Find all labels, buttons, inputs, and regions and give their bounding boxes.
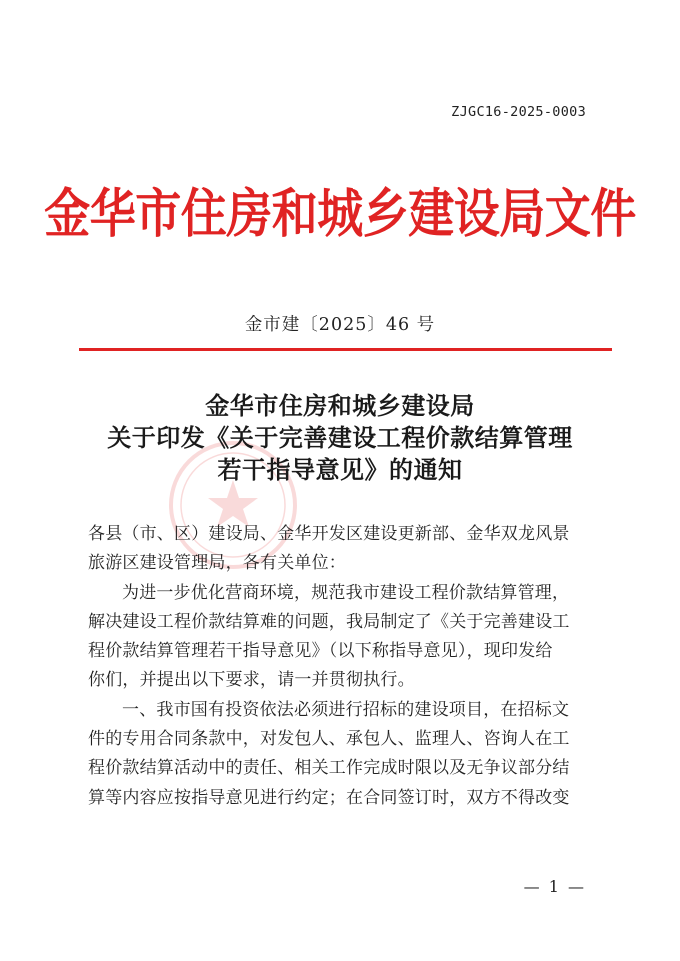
body-line: 程价款结算管理若干指导意见》（以下称指导意见），现印发给 [88,641,553,662]
title-line-3: 若干指导意见》的通知 [217,455,463,484]
body-line: 程价款结算活动中的责任、相关工作完成时限以及无争议部分结 [88,758,570,779]
red-divider-line [79,348,612,351]
body-line: 算等内容应按指导意见进行约定；在合同签订时，双方不得改变 [88,787,570,808]
body-line: 一、我市国有投资依法必须进行招标的建设项目，在招标文 [122,699,570,720]
body-line: 你们，并提出以下要求，请一并贯彻执行。 [88,670,415,691]
masthead-title: 金华市住房和城乡建设局文件 [44,182,636,244]
title-line-2: 关于印发《关于完善建设工程价款结算管理 [107,423,573,452]
issue-number: 金市建〔2025〕46 号 [244,315,436,335]
body-line: 旅游区建设管理局，各有关单位： [88,553,346,574]
body-line: 各县（市、区）建设局、金华开发区建设更新部、金华双龙风景 [88,524,570,544]
document-code: ZJGC16-2025-0003 [451,104,586,120]
document-title [0,390,680,486]
page-number: — 1 — [523,877,586,896]
title-line-1: 金华市住房和城乡建设局 [205,391,475,420]
document-body [88,520,608,813]
body-line: 解决建设工程价款结算难的问题，我局制定了《关于完善建设工 [88,611,570,632]
body-line: 件的专用合同条款中，对发包人、承包人、监理人、咨询人在工 [88,729,570,750]
body-line: 为进一步优化营商环境，规范我市建设工程价款结算管理， [122,582,570,603]
